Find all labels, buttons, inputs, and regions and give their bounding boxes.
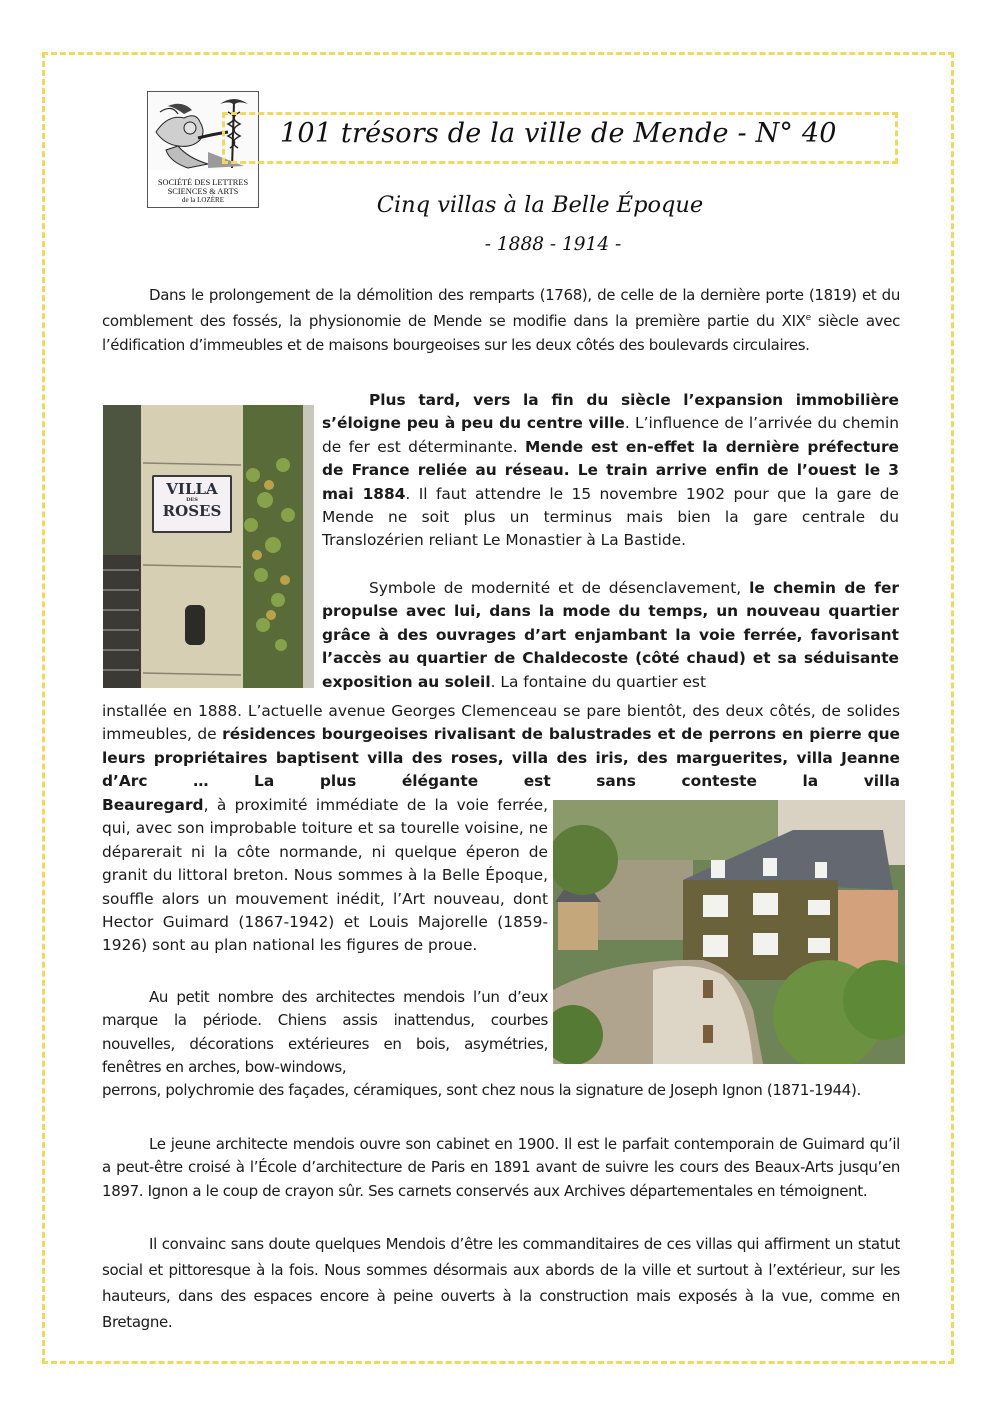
villa-beauregard-photo — [553, 800, 905, 1064]
p4-text-1: Au petit nombre des architectes mendois l’un d’eux marque la période. Chiens assis inattendus, courbes nouvelles, décorations extérieures en bois, asymétries, fenêtres en arches, bow-windows, — [102, 988, 548, 1077]
p1-superscript: e — [805, 313, 811, 324]
p2-text-2: . Il faut attendre le 15 novembre 1902 pour que la gare de Mende ne soit plus un terminus mais bien la gare centrale du Translozérien reliant Le Monastier à La Bastide. — [322, 484, 899, 550]
p1-text: Dans le prolongement de la démolition des remparts (1768), de celle de la dernière porte (1819) et du comblement des fossés, la physionomie de Mende se modifie dans la première partie du XIX — [102, 286, 900, 331]
paragraph-6 — [102, 1231, 900, 1335]
paragraph-1 — [102, 284, 900, 357]
paragraph-5 — [102, 1133, 900, 1203]
p3-text-2: . La fontaine du quartier est — [490, 672, 706, 691]
p5-text: Le jeune architecte mendois ouvre son cabinet en 1900. Il est le parfait contemporain de Guimard qu’il a peut-être croisé à l’École d’architecture de Paris en 1891 avant de suivre les cours des Beaux-Arts jusqu’en 1897. Ignon a le coup de crayon sûr. Ses carnets conservés aux Archives départementales en témoignent. — [102, 1135, 900, 1200]
p3-bold-3: Beauregard — [102, 796, 204, 814]
article-dates: - 1888 - 1914 - — [484, 234, 622, 255]
paragraph-2 — [322, 389, 899, 553]
p3-bold-2: résidences bourgeoises rivalisant de balustrades et de perrons en pierre que leurs propriétaires baptisent villa des roses, villa des iris, des marguerites, villa Jeanne d’Arc … La plus élégante est sans conteste la villa — [102, 725, 900, 791]
series-title: 101 trésors de la ville de Mende - N° 40 — [280, 118, 837, 149]
article-title: Cinq villas à la Belle Époque — [376, 192, 704, 218]
logo-line-2: SCIENCES & ARTS — [167, 187, 239, 196]
p6-text: Il convainc sans doute quelques Mendois d’être les commanditaires de ces villas qui affirment un statut social et pittoresque à la fois. Nous sommes désormais aux abords de la ville et surtout à l’extérieur, sur les hauteurs, dans des espaces encore à peine ouverts à la construction mais exposés à la vue, comme en Bretagne. — [102, 1235, 900, 1331]
sign-line-3: ROSES — [162, 502, 222, 520]
villa-des-roses-photo — [103, 405, 314, 688]
paragraph-3-part-2 — [102, 700, 900, 794]
p2-bold-1: Plus tard, vers la fin du siècle l’expansion immobilière s’éloigne peu à peu du centre ville — [322, 391, 899, 433]
paragraph-4-part-2 — [102, 1079, 900, 1102]
p3-text-4: , à proximité immédiate de la voie ferrée, qui, avec son improbable toiture et sa tourelle voisine, ne déparerait ni la côte normande, ni quelque éperon de granit du littoral breton. Nous sommes à la Belle Époque, souffle alors un mouvement inédit, l’Art nouveau, dont Hector Guimard (1867-1942) et Louis Majorelle (1859-1926) sont au plan national les figures de proue. — [102, 796, 548, 955]
sign-line-2: DES — [186, 497, 198, 503]
paragraph-3-part-3 — [102, 794, 548, 958]
p3-text-3: installée en 1888. L’actuelle avenue Georges Clemenceau se pare bientôt, des deux côtés, de solides immeubles, de — [102, 702, 900, 744]
p3-text-1: Symbole de modernité et de désenclavement, — [369, 579, 750, 597]
sign-line-1: VILLA — [166, 480, 218, 498]
paragraph-4-part-1 — [102, 986, 548, 1080]
p2-text-1: . L’influence de l’arrivée du chemin de fer est déterminante. — [322, 414, 900, 456]
p4-text-2: perrons, polychromie des façades, céramiques, sont chez nous la signature de Joseph Ignon (1871-1944). — [102, 1081, 861, 1099]
logo-line-1: SOCIÉTÉ DES LETTRES — [157, 178, 249, 187]
p1-text-end: siècle avec l’édification d’immeubles et de maisons bourgeoises sur les deux côtés des boulevards circulaires. — [102, 312, 900, 354]
logo-line-3: de la LOZÈRE — [182, 196, 224, 204]
p2-bold-2: Mende est en-effet la dernière préfecture de France reliée au réseau. Le train arrive enfin de l’ouest le 3 mai 1884 — [322, 437, 899, 503]
p3-bold-1: le chemin de fer propulse avec lui, dans la mode du temps, un nouveau quartier grâce à des ouvrages d’art enjambant la voie ferrée, favorisant l’accès au quartier de Chaldecoste (côté chaud) et sa séduisante exposition au soleil — [322, 579, 899, 691]
villa-des-roses-sign — [152, 475, 232, 533]
paragraph-3-part-1 — [322, 577, 899, 694]
